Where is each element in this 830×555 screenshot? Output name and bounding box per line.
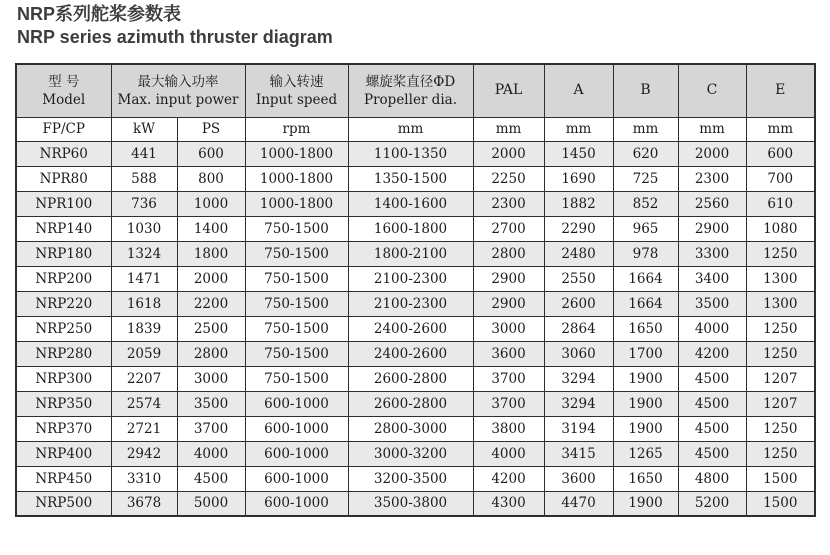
- table-cell: 2000: [473, 141, 544, 166]
- table-cell: 1618: [111, 291, 177, 316]
- table-cell: 2059: [111, 341, 177, 366]
- table-cell: 2600-2800: [348, 391, 473, 416]
- table-cell: 1000-1800: [245, 166, 348, 191]
- table-cell: 1900: [613, 491, 678, 516]
- table-cell: 610: [746, 191, 815, 216]
- table-cell: 5000: [177, 491, 245, 516]
- table-cell: 965: [613, 216, 678, 241]
- table-cell: 2721: [111, 416, 177, 441]
- table-cell: 4000: [678, 316, 746, 341]
- table-cell: 800: [177, 166, 245, 191]
- model-cell: NRP200: [16, 266, 111, 291]
- table-cell: 4800: [678, 466, 746, 491]
- table-cell: 725: [613, 166, 678, 191]
- table-cell: 1471: [111, 266, 177, 291]
- table-cell: 3700: [177, 416, 245, 441]
- table-cell: 1080: [746, 216, 815, 241]
- table-cell: 588: [111, 166, 177, 191]
- table-cell: 1207: [746, 391, 815, 416]
- col-header-pal: PAL: [473, 64, 544, 117]
- table-cell: 4300: [473, 491, 544, 516]
- table-cell: 2800: [473, 241, 544, 266]
- table-cell: 1400: [177, 216, 245, 241]
- units-cell: mm: [544, 117, 613, 141]
- units-cell: mm: [746, 117, 815, 141]
- table-cell: 3678: [111, 491, 177, 516]
- table-cell: 4200: [473, 466, 544, 491]
- table-row: [16, 491, 815, 516]
- table-cell: 2900: [473, 291, 544, 316]
- table-cell: 600-1000: [245, 491, 348, 516]
- table-cell: 3500: [678, 291, 746, 316]
- table-cell: 1600-1800: [348, 216, 473, 241]
- table-cell: 1839: [111, 316, 177, 341]
- table-cell: 4000: [473, 441, 544, 466]
- table-row: [16, 141, 815, 166]
- table-row: [16, 191, 815, 216]
- units-cell-model-type: FP/CP: [16, 117, 111, 141]
- model-cell: NRP370: [16, 416, 111, 441]
- table-cell: 4000: [177, 441, 245, 466]
- units-cell: kW: [111, 117, 177, 141]
- table-cell: 3800: [473, 416, 544, 441]
- table-row: [16, 366, 815, 391]
- model-cell: NRP500: [16, 491, 111, 516]
- table-cell: 1030: [111, 216, 177, 241]
- table-cell: 1250: [746, 441, 815, 466]
- table-cell: 1207: [746, 366, 815, 391]
- page-title-en: NRP series azimuth thruster diagram: [17, 27, 333, 48]
- model-cell: NRP400: [16, 441, 111, 466]
- table-cell: 736: [111, 191, 177, 216]
- table-cell: 3000: [177, 366, 245, 391]
- table-cell: 1900: [613, 416, 678, 441]
- page-title: [17, 3, 830, 49]
- table-cell: 1250: [746, 341, 815, 366]
- table-cell: 750-1500: [245, 241, 348, 266]
- table-cell: 1800-2100: [348, 241, 473, 266]
- table-body: [16, 141, 815, 516]
- table-cell: 1664: [613, 291, 678, 316]
- table-cell: 2290: [544, 216, 613, 241]
- model-cell: NPR80: [16, 166, 111, 191]
- table-cell: 750-1500: [245, 266, 348, 291]
- col-header-model: 型 号 Model: [16, 64, 111, 117]
- model-cell: NRP300: [16, 366, 111, 391]
- units-cell: mm: [348, 117, 473, 141]
- table-cell: 2000: [678, 141, 746, 166]
- table-cell: 1700: [613, 341, 678, 366]
- table-row: [16, 291, 815, 316]
- table-cell: 2560: [678, 191, 746, 216]
- model-cell: NPR100: [16, 191, 111, 216]
- table-cell: 978: [613, 241, 678, 266]
- table-cell: 2207: [111, 366, 177, 391]
- table-cell: 1900: [613, 366, 678, 391]
- col-header-max-input-power: 最大输入功率 Max. input power: [111, 64, 245, 117]
- table-cell: 2900: [678, 216, 746, 241]
- table-cell: 3194: [544, 416, 613, 441]
- table-cell: 1250: [746, 416, 815, 441]
- table-cell: 2300: [473, 191, 544, 216]
- table-row: [16, 466, 815, 491]
- table-cell: 1265: [613, 441, 678, 466]
- table-cell: 2200: [177, 291, 245, 316]
- table-cell: 2574: [111, 391, 177, 416]
- table-row: [16, 216, 815, 241]
- table-cell: 1900: [613, 391, 678, 416]
- table-cell: 2100-2300: [348, 291, 473, 316]
- table-cell: 3600: [473, 341, 544, 366]
- col-header-e: E: [746, 64, 815, 117]
- table-cell: 4500: [678, 441, 746, 466]
- table-cell: 1882: [544, 191, 613, 216]
- table-cell: 3060: [544, 341, 613, 366]
- table-cell: 2700: [473, 216, 544, 241]
- table-cell: 1450: [544, 141, 613, 166]
- table-cell: 1500: [746, 466, 815, 491]
- model-cell: NRP450: [16, 466, 111, 491]
- units-cell: PS: [177, 117, 245, 141]
- table-cell: 2864: [544, 316, 613, 341]
- model-cell: NRP60: [16, 141, 111, 166]
- table-cell: 620: [613, 141, 678, 166]
- col-header-b: B: [613, 64, 678, 117]
- table-cell: 2300: [678, 166, 746, 191]
- table-cell: 1400-1600: [348, 191, 473, 216]
- table-cell: 1000-1800: [245, 191, 348, 216]
- model-cell: NRP180: [16, 241, 111, 266]
- col-header-propeller-dia: 螺旋桨直径ΦD Propeller dia.: [348, 64, 473, 117]
- table-cell: 3400: [678, 266, 746, 291]
- table-cell: 3200-3500: [348, 466, 473, 491]
- units-cell: mm: [678, 117, 746, 141]
- table-cell: 1250: [746, 241, 815, 266]
- table-cell: 600: [177, 141, 245, 166]
- table-cell: 2900: [473, 266, 544, 291]
- col-header-input-speed: 输入转速 Input speed: [245, 64, 348, 117]
- table-cell: 4500: [177, 466, 245, 491]
- table-cell: 2800: [177, 341, 245, 366]
- table-cell: 3300: [678, 241, 746, 266]
- table-row: [16, 416, 815, 441]
- table-cell: 2550: [544, 266, 613, 291]
- table-cell: 2600-2800: [348, 366, 473, 391]
- table-cell: 600-1000: [245, 391, 348, 416]
- table-cell: 600-1000: [245, 441, 348, 466]
- table-cell: 1350-1500: [348, 166, 473, 191]
- table-cell: 4470: [544, 491, 613, 516]
- model-cell: NRP140: [16, 216, 111, 241]
- model-cell: NRP350: [16, 391, 111, 416]
- table-cell: 1324: [111, 241, 177, 266]
- col-header-a: A: [544, 64, 613, 117]
- model-cell: NRP250: [16, 316, 111, 341]
- table-cell: 2100-2300: [348, 266, 473, 291]
- table-cell: 1000: [177, 191, 245, 216]
- table-cell: 3415: [544, 441, 613, 466]
- table-cell: 852: [613, 191, 678, 216]
- table-cell: 1300: [746, 266, 815, 291]
- table-cell: 3600: [544, 466, 613, 491]
- table-cell: 600-1000: [245, 466, 348, 491]
- table-cell: 1650: [613, 466, 678, 491]
- page-title-zh: NRP系列舵桨参数表: [17, 4, 182, 24]
- table-cell: 600-1000: [245, 416, 348, 441]
- table-cell: 3700: [473, 391, 544, 416]
- table-row: [16, 266, 815, 291]
- table-cell: 750-1500: [245, 216, 348, 241]
- table-cell: 4500: [678, 391, 746, 416]
- table-cell: 3310: [111, 466, 177, 491]
- table-row: [16, 241, 815, 266]
- table-cell: 1650: [613, 316, 678, 341]
- table-cell: 3000: [473, 316, 544, 341]
- table-row: [16, 441, 815, 466]
- table-cell: 2500: [177, 316, 245, 341]
- table-cell: 600: [746, 141, 815, 166]
- table-cell: 2942: [111, 441, 177, 466]
- table-row: [16, 316, 815, 341]
- table-cell: 3700: [473, 366, 544, 391]
- col-header-c: C: [678, 64, 746, 117]
- table-cell: 3294: [544, 366, 613, 391]
- table-cell: 750-1500: [245, 291, 348, 316]
- table-cell: 750-1500: [245, 366, 348, 391]
- table-cell: 1800: [177, 241, 245, 266]
- table-row: [16, 341, 815, 366]
- table-cell: 1664: [613, 266, 678, 291]
- table-cell: 5200: [678, 491, 746, 516]
- table-cell: 2400-2600: [348, 341, 473, 366]
- thruster-parameters-table: [15, 63, 816, 517]
- units-cell: rpm: [245, 117, 348, 141]
- table-cell: 3000-3200: [348, 441, 473, 466]
- table-cell: 4500: [678, 416, 746, 441]
- table-cell: 1250: [746, 316, 815, 341]
- model-cell: NRP220: [16, 291, 111, 316]
- table-cell: 750-1500: [245, 316, 348, 341]
- table-cell: 1000-1800: [245, 141, 348, 166]
- table-cell: 1500: [746, 491, 815, 516]
- table-cell: 1690: [544, 166, 613, 191]
- table-cell: 1300: [746, 291, 815, 316]
- table-cell: 3294: [544, 391, 613, 416]
- table-cell: 3500: [177, 391, 245, 416]
- table-cell: 700: [746, 166, 815, 191]
- table-cell: 1100-1350: [348, 141, 473, 166]
- table-cell: 2250: [473, 166, 544, 191]
- table-cell: 2480: [544, 241, 613, 266]
- table-cell: 2400-2600: [348, 316, 473, 341]
- table-cell: 4500: [678, 366, 746, 391]
- table-units-row: [16, 117, 815, 141]
- model-cell: NRP280: [16, 341, 111, 366]
- table-cell: 441: [111, 141, 177, 166]
- units-cell: mm: [613, 117, 678, 141]
- table-cell: 2800-3000: [348, 416, 473, 441]
- table-cell: 2600: [544, 291, 613, 316]
- table-cell: 2000: [177, 266, 245, 291]
- table-cell: 750-1500: [245, 341, 348, 366]
- table-header-row: [16, 64, 815, 117]
- table-cell: 4200: [678, 341, 746, 366]
- table-row: [16, 166, 815, 191]
- units-cell: mm: [473, 117, 544, 141]
- table-row: [16, 391, 815, 416]
- table-cell: 3500-3800: [348, 491, 473, 516]
